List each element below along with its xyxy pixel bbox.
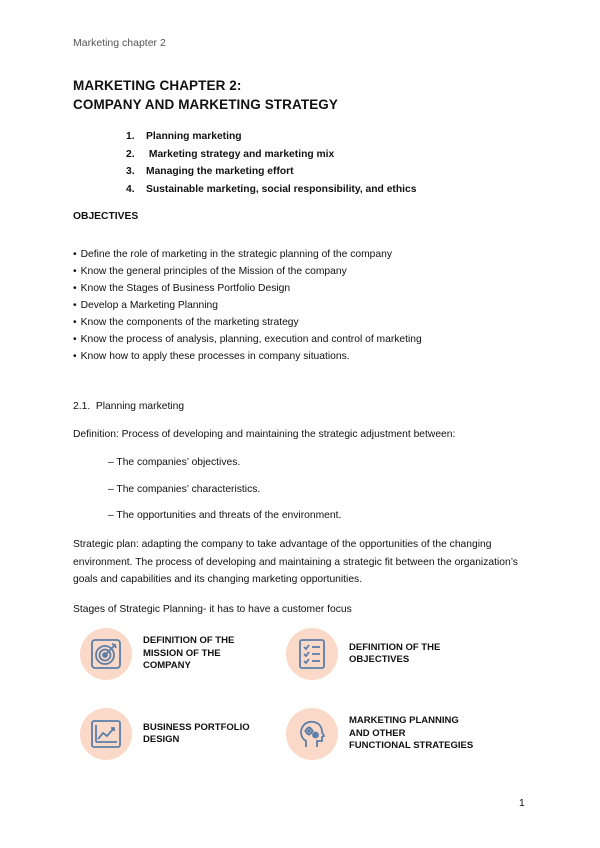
contents-item: 2. Marketing strategy and marketing mix — [126, 148, 335, 160]
stage-portfolio — [80, 708, 283, 760]
checklist-icon — [296, 638, 328, 670]
page-number: 1 — [519, 798, 525, 809]
strategic-plan-paragraph: Strategic plan: adapting the company to take advantage of the opportunities of the changing environment. The process of developing and maintaining a strategic fit between the organization’s goals and capabilities and its changing marketing opportunities. — [73, 539, 518, 585]
chapter-subtitle: COMPANY AND MARKETING STRATEGY — [73, 97, 339, 112]
definition-item: – The opportunities and threats of the environment. — [108, 510, 342, 521]
target-icon — [90, 638, 122, 670]
objective-item: • Know the process of analysis, planning, execution and control of marketing — [73, 331, 422, 348]
stage-label: DEFINITION OF THE MISSION OF THE COMPANY — [143, 635, 235, 672]
running-header: Marketing chapter 2 — [73, 37, 166, 49]
definition-item: – The companies’ objectives. — [108, 457, 241, 468]
stage-label: BUSINESS PORTFOLIO DESIGN — [143, 721, 250, 745]
stage-objectives — [286, 628, 489, 680]
contents-item: 3. Managing the marketing effort — [126, 166, 294, 177]
definition-item: – The companies’ characteristics. — [108, 484, 261, 495]
objectives-heading: OBJECTIVES — [73, 211, 139, 222]
stage-marketing-planning — [286, 708, 489, 760]
stage-label: DEFINITION OF THE OBJECTIVES — [349, 641, 441, 665]
chapter-title: MARKETING CHAPTER 2: — [73, 78, 242, 93]
contents-item: 1. Planning marketing — [126, 131, 242, 142]
growth-chart-icon — [90, 718, 122, 750]
objective-item: • Know how to apply these processes in company situations. — [73, 348, 422, 365]
head-gears-icon — [296, 718, 328, 750]
section-heading: 2.1. Planning marketing — [73, 401, 185, 412]
stages-intro: Stages of Strategic Planning- it has to have a customer focus — [73, 604, 352, 615]
chapter-contents-list — [126, 128, 416, 198]
objective-item: • Define the role of marketing in the strategic planning of the company — [73, 246, 422, 263]
objectives-list — [73, 246, 422, 365]
objective-item: • Know the general principles of the Mission of the company — [73, 263, 422, 280]
objective-item: • Develop a Marketing Planning — [73, 297, 422, 314]
stage-label: MARKETING PLANNING AND OTHER FUNCTIONAL STRATEGIES — [349, 715, 474, 752]
definition-text: Definition: Process of developing and maintaining the strategic adjustment between: — [73, 429, 456, 440]
objective-item: • Know the components of the marketing strategy — [73, 314, 422, 331]
objective-item: • Know the Stages of Business Portfolio Design — [73, 280, 422, 297]
stage-mission — [80, 628, 283, 680]
contents-item: 4. Sustainable marketing, social responsibility, and ethics — [126, 183, 417, 195]
